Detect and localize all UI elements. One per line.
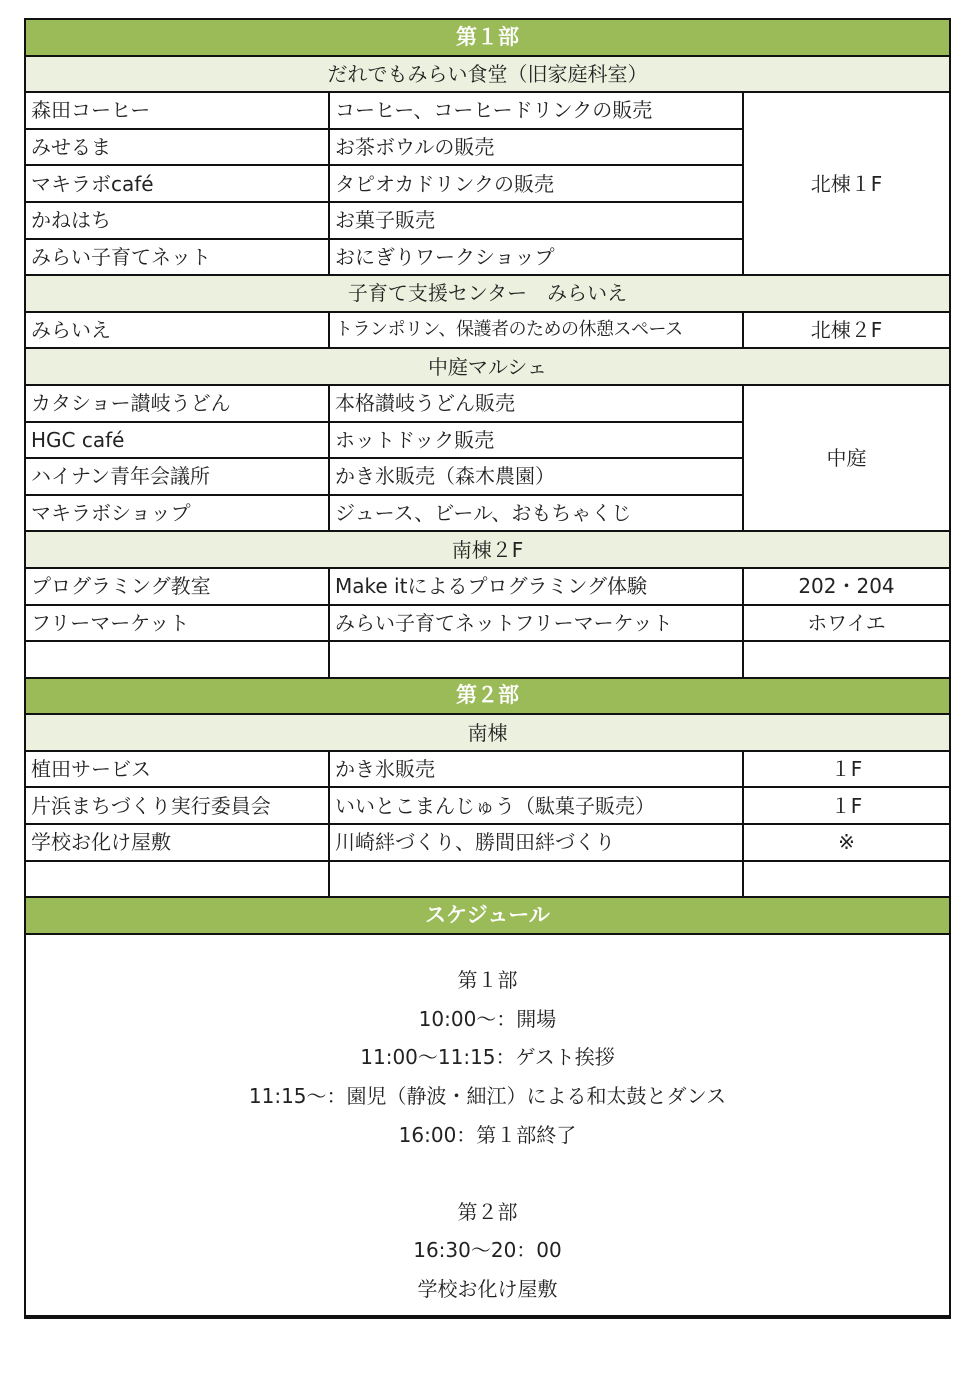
- org-cell: 学校お化け屋敷: [26, 824, 329, 861]
- empty-cell: [329, 641, 743, 678]
- location-cell: １F: [743, 787, 949, 824]
- desc-cell: 川崎絆づくり、勝間田絆づくり: [329, 824, 743, 861]
- schedule-line: 16:00：第１部終了: [398, 1122, 577, 1147]
- location-cell: 中庭: [743, 385, 949, 531]
- desc-cell: いいとこまんじゅう（駄菓子販売）: [329, 787, 743, 824]
- desc-cell: ホットドック販売: [329, 422, 743, 459]
- desc-cell: かき氷販売（森木農園）: [329, 458, 743, 495]
- org-cell: 植田サービス: [26, 751, 329, 788]
- desc-cell: かき氷販売: [329, 751, 743, 788]
- desc-cell: コーヒー、コーヒードリンクの販売: [329, 92, 743, 129]
- schedule-line: 学校お化け屋敷: [417, 1276, 558, 1301]
- org-cell: みらい子育てネット: [26, 239, 329, 276]
- group-south2f-title: 南棟２F: [26, 531, 949, 568]
- empty-cell: [743, 861, 949, 898]
- org-cell: みせるま: [26, 129, 329, 166]
- group-shokudo-title: だれでもみらい食堂（旧家庭科室）: [26, 56, 949, 93]
- location-cell: １F: [743, 751, 949, 788]
- schedule-line: 11:00～11:15：ゲスト挨拶: [360, 1045, 615, 1070]
- org-cell: かねはち: [26, 202, 329, 239]
- schedule-title: スケジュール: [26, 897, 949, 934]
- desc-cell: おにぎりワークショップ: [329, 239, 743, 276]
- org-cell: 片浜まちづくり実行委員会: [26, 787, 329, 824]
- desc-cell: お茶ボウルの販売: [329, 129, 743, 166]
- empty-cell: [329, 861, 743, 898]
- empty-cell: [26, 641, 329, 678]
- schedule-line: 11:15～：園児（静波・細江）による和太鼓とダンス: [248, 1083, 727, 1108]
- org-cell: みらいえ: [26, 312, 329, 349]
- location-cell: 北棟１F: [743, 92, 949, 275]
- location-cell: 北棟２F: [743, 312, 949, 349]
- schedule-spacer: [31, 1154, 944, 1193]
- org-cell: HGC café: [26, 422, 329, 459]
- location-cell: 202・204: [743, 568, 949, 605]
- desc-cell: ジュース、ビール、おもちゃくじ: [329, 495, 743, 532]
- group-marche-title: 中庭マルシェ: [26, 348, 949, 385]
- schedule-part1-heading: 第１部: [457, 968, 518, 993]
- group-south-title: 南棟: [26, 714, 949, 751]
- org-cell: マキラボショップ: [26, 495, 329, 532]
- location-cell: ※: [743, 824, 949, 861]
- part1-title: 第１部: [26, 20, 949, 56]
- org-cell: ハイナン青年会議所: [26, 458, 329, 495]
- org-cell: マキラボcafé: [26, 165, 329, 202]
- schedule-body: [26, 934, 949, 1316]
- event-table: [26, 20, 949, 1317]
- org-cell: フリーマーケット: [26, 605, 329, 642]
- org-cell: プログラミング教室: [26, 568, 329, 605]
- schedule-line: 16:30～20：00: [413, 1238, 562, 1263]
- desc-cell: タピオカドリンクの販売: [329, 165, 743, 202]
- empty-cell: [743, 641, 949, 678]
- desc-cell: お菓子販売: [329, 202, 743, 239]
- org-cell: カタショー讃岐うどん: [26, 385, 329, 422]
- desc-cell: 本格讃岐うどん販売: [329, 385, 743, 422]
- location-cell: ホワイエ: [743, 605, 949, 642]
- org-cell: 森田コーヒー: [26, 92, 329, 129]
- empty-cell: [26, 861, 329, 898]
- part2-title: 第２部: [26, 678, 949, 715]
- desc-cell: トランポリン、保護者のための休憩スペース: [329, 312, 743, 349]
- schedule-line: 10:00～：開場: [418, 1006, 557, 1031]
- group-mirai-title: 子育て支援センター みらいえ: [26, 275, 949, 312]
- desc-cell: みらい子育てネットフリーマーケット: [329, 605, 743, 642]
- event-sheet: [24, 18, 951, 1319]
- desc-cell: Make itによるプログラミング体験: [329, 568, 743, 605]
- schedule-part2-heading: 第２部: [457, 1199, 518, 1224]
